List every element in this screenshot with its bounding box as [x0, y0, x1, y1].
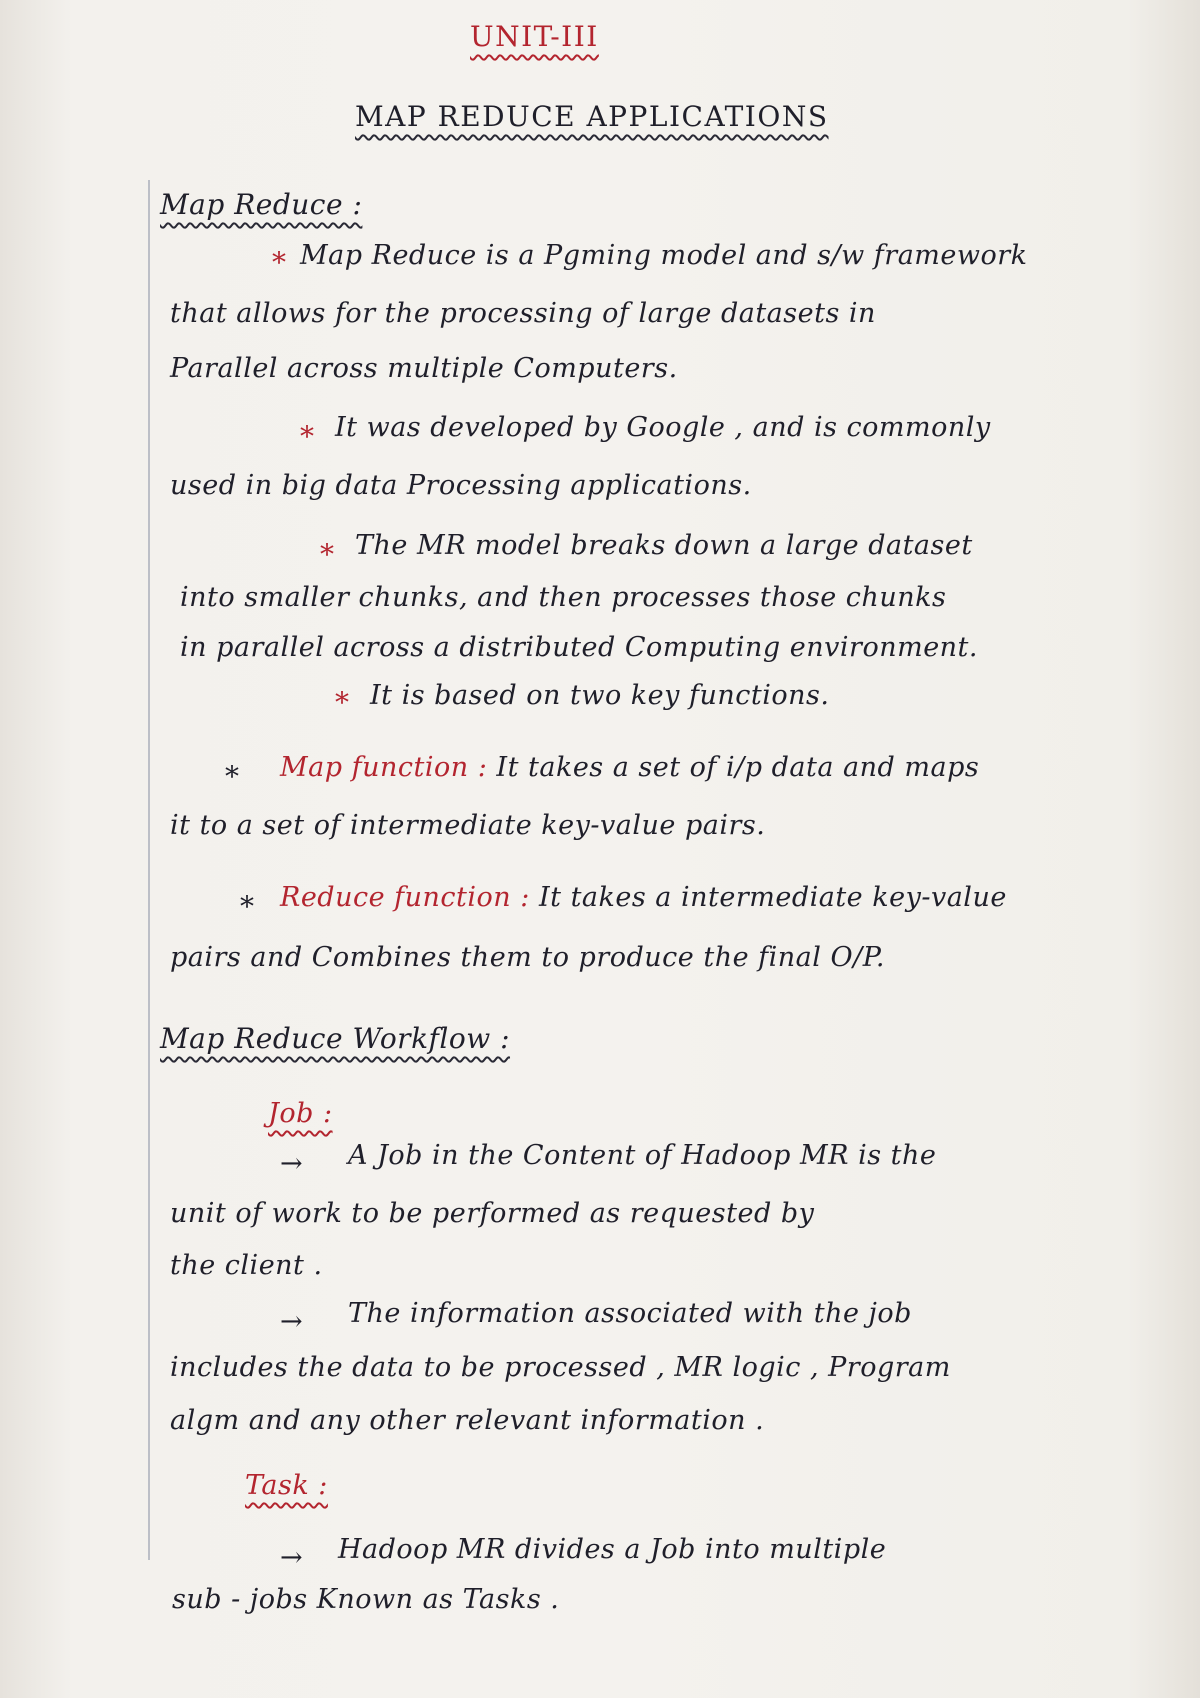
para-line-4: It was developed by Google , and is commonly	[335, 412, 991, 443]
arrow-icon: →	[280, 1306, 304, 1337]
reduce-function-text: It takes a intermediate key-value	[538, 882, 1007, 913]
para-line-9: It is based on two key functions.	[370, 680, 830, 711]
bullet-2: *	[300, 420, 315, 453]
arrow-icon: →	[280, 1148, 304, 1179]
task-line-1: Hadoop MR divides a Job into multiple	[338, 1534, 887, 1565]
job-line-3: the client .	[170, 1250, 323, 1281]
bullet-1: *	[272, 246, 287, 279]
arrow-icon: →	[280, 1542, 304, 1573]
job-line-2: unit of work to be performed as requested by	[170, 1198, 815, 1229]
bullet-3: *	[320, 538, 335, 571]
job-label: Job :	[268, 1098, 333, 1129]
section-heading-workflow: Map Reduce Workflow :	[160, 1022, 511, 1055]
bullet-reduce-function: *	[240, 890, 255, 923]
reduce-function-label: Reduce function :	[280, 882, 530, 913]
unit-title: UNIT-III	[470, 20, 599, 53]
reduce-function-line	[280, 882, 1007, 913]
task-label: Task :	[245, 1470, 328, 1501]
para-line-7: into smaller chunks, and then processes those chunks	[180, 582, 947, 613]
para-line-6: The MR model breaks down a large dataset	[355, 530, 973, 561]
para-line-8: in parallel across a distributed Computing environment.	[180, 632, 978, 663]
para-line-3: Parallel across multiple Computers.	[170, 353, 678, 384]
bullet-map-function: *	[225, 760, 240, 793]
reduce-function-cont: pairs and Combines them to produce the final O/P.	[170, 942, 885, 973]
para-line-1: Map Reduce is a Pgming model and s/w framework	[300, 240, 1028, 271]
map-function-cont: it to a set of intermediate key-value pairs.	[170, 810, 766, 841]
para-line-2: that allows for the processing of large datasets in	[170, 298, 876, 329]
job-line-1: A Job in the Content of Hadoop MR is the	[348, 1140, 937, 1171]
map-function-text: It takes a set of i/p data and maps	[496, 752, 980, 783]
map-function-line	[280, 752, 979, 783]
map-function-label: Map function :	[280, 752, 488, 783]
section-heading-mapreduce: Map Reduce :	[160, 188, 363, 221]
margin-line	[148, 180, 150, 1560]
task-line-2: sub - jobs Known as Tasks .	[172, 1584, 560, 1615]
job-line-4: The information associated with the job	[348, 1298, 912, 1329]
job-line-5: includes the data to be processed , MR logic , Program	[170, 1352, 951, 1383]
page-heading: MAP REDUCE APPLICATIONS	[355, 100, 829, 133]
para-line-5: used in big data Processing applications.	[170, 470, 752, 501]
job-line-6: algm and any other relevant information .	[170, 1405, 765, 1436]
bullet-4: *	[335, 686, 350, 719]
